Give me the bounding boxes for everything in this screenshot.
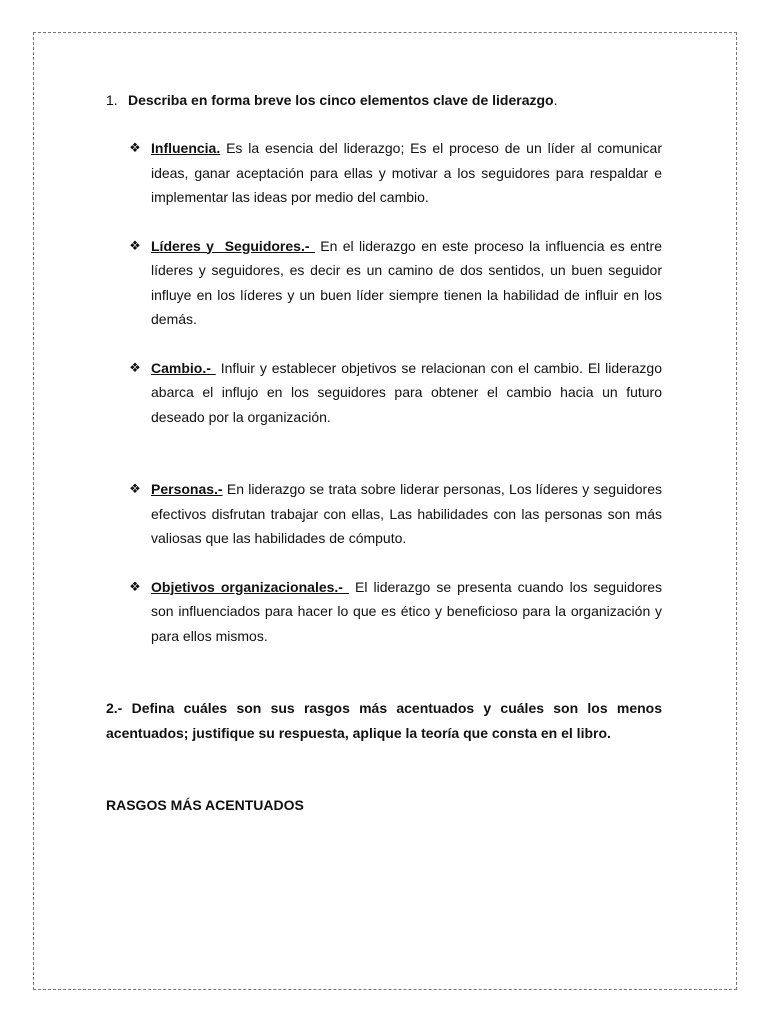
list-item [106,136,662,210]
list-item [106,477,662,551]
section-heading: RASGOS MÁS ACENTUADOS [106,797,304,813]
list-item [106,234,662,332]
diamond-dots-icon: ❖ [129,237,141,253]
item-term: Líderes y Seguidores.- [151,237,315,254]
item-text: El liderazgo se presenta cuando los seguidores son influenciados para hacer lo que es ético y beneficioso para la organización y para ellos mismos. [151,578,662,644]
item-term: Objetivos organizacionales.- [151,578,349,595]
question-1 [106,88,662,112]
item-text: Influir y establecer objetivos se relacionan con el cambio. El liderazgo abarca el influjo en los seguidores para obtener el cambio hacia un futuro deseado por la organización. [151,359,662,425]
key-elements-list [106,136,662,648]
document-body [106,88,662,817]
question-1-number: 1. [106,92,118,108]
list-item [106,575,662,649]
item-term: Cambio.- [151,359,216,376]
item-text: En liderazgo se trata sobre liderar personas, Los líderes y seguidores efectivos disfrutan trabajar con ellas, Las habilidades con las personas son más valiosas que las habilidades de cómputo. [151,481,662,546]
question-2: 2.- Defina cuáles son sus rasgos más acentuados y cuáles son los menos acentuados; justifique su respuesta, aplique la teoría que consta en el libro. [106,700,662,741]
diamond-dots-icon: ❖ [129,359,141,375]
question-1-period: . [553,92,558,108]
item-text: En el liderazgo en este proceso la influencia es entre líderes y seguidores, es decir es un camino de dos sentidos, un buen seguidor influye en los líderes y un buen líder siempre tienen la habilidad de influir en los demás. [151,237,663,327]
list-item [106,356,662,430]
item-text: Es la esencia del liderazgo; Es el proceso de un líder al comunicar ideas, ganar aceptación para ellas y motivar a los seguidores para respaldar e implementar las ideas por medio del cambio. [151,140,662,205]
item-term: Personas.- [151,481,223,497]
diamond-dots-icon: ❖ [129,578,141,594]
question-1-title: Describa en forma breve los cinco elementos clave de liderazgo [128,92,554,108]
diamond-dots-icon: ❖ [129,481,141,496]
question-1-text [128,88,558,112]
diamond-dots-icon: ❖ [129,140,141,155]
item-term: Influencia. [151,140,221,156]
